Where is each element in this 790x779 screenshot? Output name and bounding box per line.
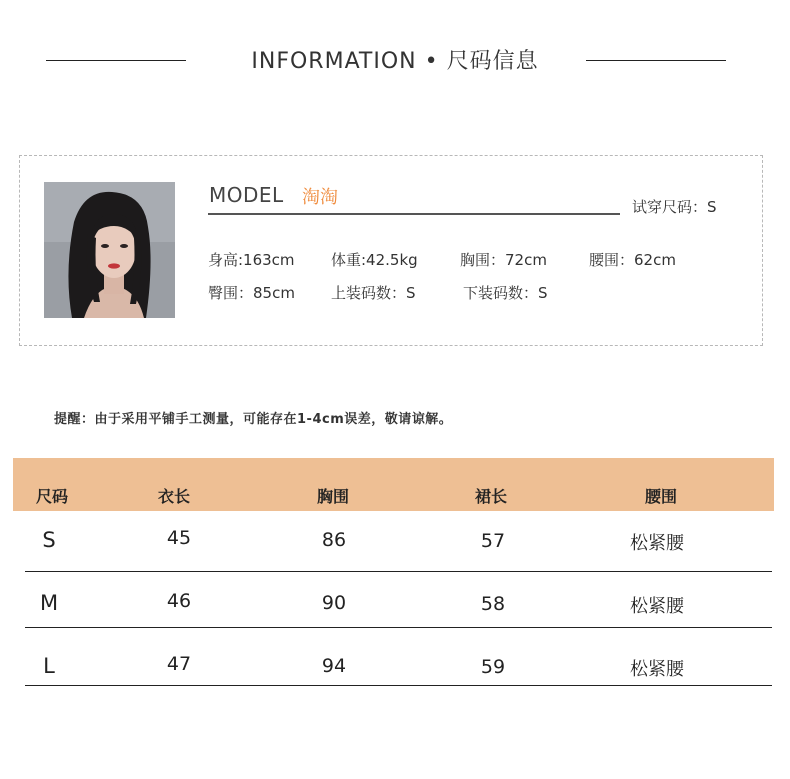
model-photo <box>44 182 175 318</box>
stat-top-size: 上装码数：S <box>331 284 416 302</box>
measurement-note: 提醒：由于采用平铺手工测量，可能存在1-4cm误差，敬请谅解。 <box>54 412 453 427</box>
stat-weight: 体重:42.5kg <box>331 251 418 269</box>
stat-bust: 胸围：72cm <box>460 251 547 269</box>
column-header-waist: 腰围 <box>644 487 678 506</box>
table-cell-length: 47 <box>166 653 192 675</box>
table-cell-waist: 松紧腰 <box>630 533 684 554</box>
page-title: INFORMATION • 尺码信息 <box>251 49 539 74</box>
model-label: MODEL <box>209 183 284 207</box>
table-cell-skirt-length: 58 <box>480 593 506 615</box>
model-name: 淘淘 <box>302 187 338 208</box>
heading-rule-right <box>586 60 726 61</box>
table-cell-length: 46 <box>166 590 192 612</box>
stat-waist: 腰围：62cm <box>589 251 676 269</box>
trial-size: 试穿尺码：S <box>632 198 717 216</box>
table-cell-size: L <box>43 654 55 678</box>
row-divider <box>25 571 772 572</box>
column-header-length: 衣长 <box>157 487 191 506</box>
stat-height: 身高:163cm <box>208 251 295 269</box>
column-header-skirt-length: 裙长 <box>474 487 508 506</box>
row-divider <box>25 627 772 628</box>
table-cell-length: 45 <box>166 527 192 549</box>
table-cell-bust: 94 <box>321 655 347 677</box>
stat-hips: 臀围：85cm <box>208 284 295 302</box>
column-header-size: 尺码 <box>35 487 69 506</box>
table-cell-size: M <box>39 591 59 615</box>
table-cell-bust: 86 <box>321 529 347 551</box>
model-underline <box>208 213 620 215</box>
stat-bottom-size: 下装码数：S <box>463 284 548 302</box>
table-cell-size: S <box>42 528 56 552</box>
row-divider <box>25 685 772 686</box>
table-cell-waist: 松紧腰 <box>630 596 684 617</box>
table-cell-skirt-length: 57 <box>480 530 506 552</box>
table-cell-bust: 90 <box>321 592 347 614</box>
column-header-bust: 胸围 <box>316 487 350 506</box>
table-cell-skirt-length: 59 <box>480 656 506 678</box>
table-cell-waist: 松紧腰 <box>630 659 684 680</box>
